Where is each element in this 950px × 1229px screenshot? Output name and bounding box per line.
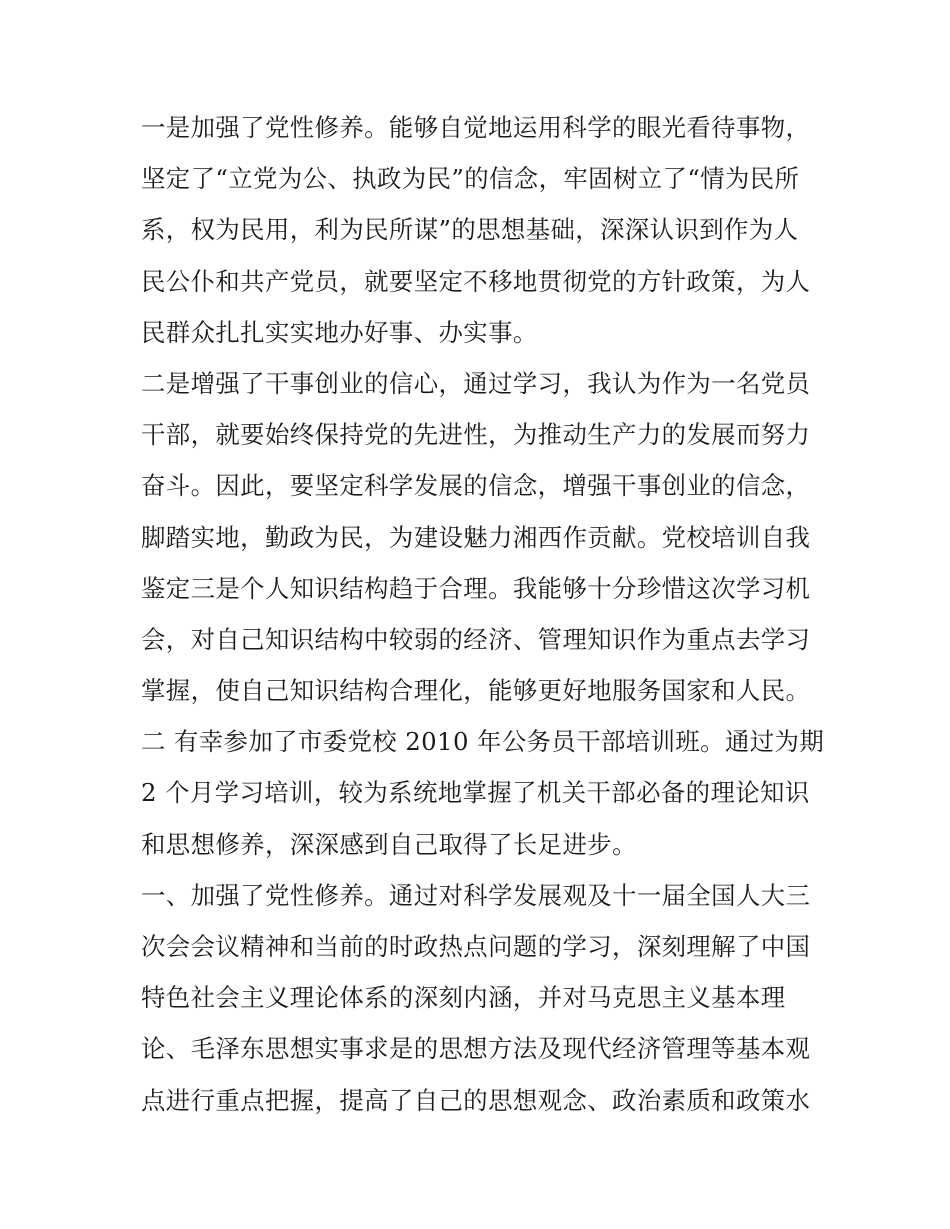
text-line: 奋斗。因此，要坚定科学发展的信念，增强干事创业的信念， [141,471,811,501]
text-line: 二是增强了干事创业的信心，通过学习，我认为作为一名党员 [141,368,811,398]
text-line: 会，对自己知识结构中较弱的经济、管理知识作为重点去学习 [141,624,811,654]
text-line: 特色社会主义理论体系的深刻内涵，并对马克思主义基本理 [141,983,786,1013]
text-line: 一、加强了党性修养。通过对科学发展观及十一届全国人大三 [141,880,811,910]
text-line: 民群众扎扎实实地办好事、办实事。 [141,317,538,347]
text-line: 次会会议精神和当前的时政热点问题的学习，深刻理解了中国 [141,932,811,961]
text-line: 论、毛泽东思想实事求是的思想方法及现代经济管理等基本观 [141,1034,811,1064]
text-line: 掌握，使自己知识结构合理化，能够更好地服务国家和人民。 [141,676,811,706]
text-line: 脚踏实地，勤政为民，为建设魅力湘西作贡献。党校培训自我 [141,522,811,552]
text-line: 和思想修养，深深感到自己取得了长足进步。 [141,829,637,859]
text-line: 干部，就要始终保持党的先进性，为推动生产力的发展而努力 [141,420,811,450]
text-line: 民公仆和共产党员，就要坚定不移地贯彻党的方针政策，为人 [141,266,811,296]
text-line: 点进行重点把握，提高了自己的思想观念、政治素质和政策水 [141,1085,811,1115]
text-line: 鉴定三是个人知识结构趋于合理。我能够十分珍惜这次学习机 [141,573,811,603]
text-line: 二 有幸参加了市委党校 2010 年公务员干部培训班。通过为期 [141,727,825,757]
body-text [141,102,825,1126]
text-line: 一是加强了党性修养。能够自觉地运用科学的眼光看待事物， [141,113,811,142]
text-line: 坚定了“立党为公、执政为民”的信念，牢固树立了“情为民所 [141,164,800,194]
text-line: 系，权为民用，利为民所谋”的思想基础，深深认识到作为人 [141,215,799,245]
text-line: 2 个月学习培训，较为系统地掌握了机关干部必备的理论知识 [141,778,810,808]
